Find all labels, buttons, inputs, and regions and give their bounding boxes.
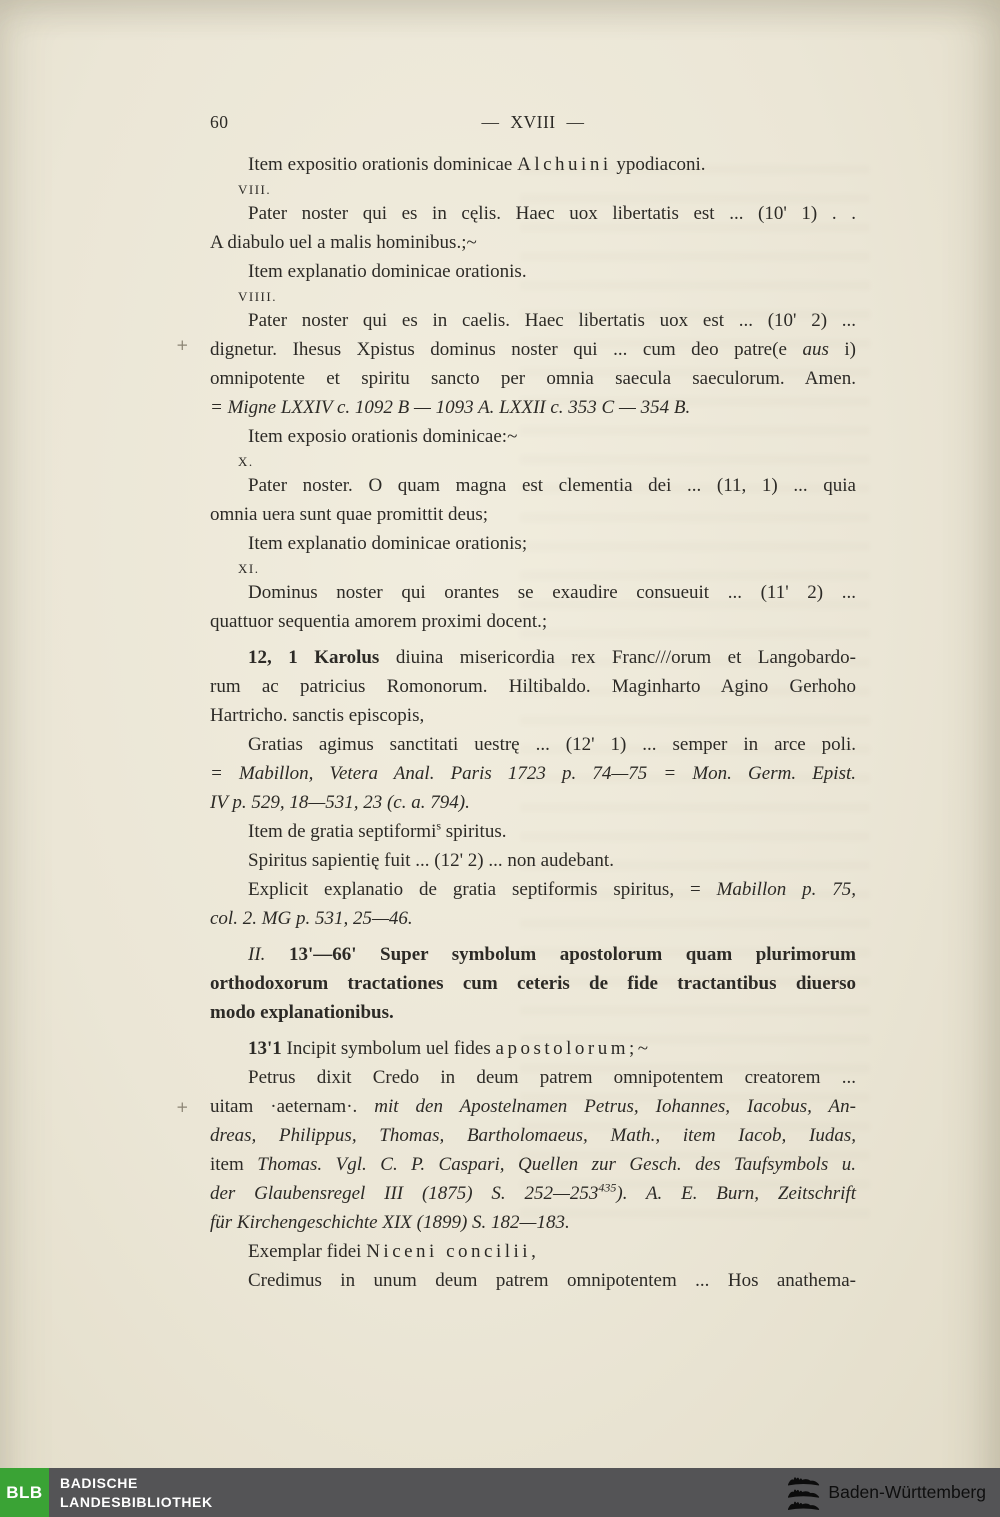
blb-logo: BLB: [0, 1468, 49, 1517]
text-line: Exemplar fidei Niceni concilii,: [248, 1241, 540, 1262]
margin-cross-mark: +: [176, 336, 189, 354]
section-label: X.: [238, 454, 254, 469]
running-head: — XVIII —: [481, 112, 585, 132]
text-line: Dominus noster qui orantes se exaudire consueuit ... (11' 2) ...: [248, 582, 856, 603]
text-block: [210, 150, 856, 1295]
text-line: II. 13'—66' Super symbolum apostolorum quam plurimorum: [248, 944, 856, 965]
text-line: Pater noster qui es in caelis. Haec libertatis uox est ... (10' 2) ...: [248, 310, 856, 331]
text-line: Item expositio orationis dominicae Alchuini ypodiaconi.: [248, 154, 706, 175]
text-line: uitam ·aeternam·. mit den Apostelnamen Petrus, Iohannes, Iacobus, An-: [210, 1096, 856, 1117]
text-line: quattuor sequentia amorem proximi docent.;: [210, 611, 548, 632]
text-line: Hartricho. sanctis episcopis,: [210, 705, 425, 726]
library-name: [60, 1474, 213, 1510]
text-line: Item exposio orationis dominicae:~: [248, 426, 518, 447]
text-line: dreas, Philippus, Thomas, Bartholomaeus, Math., item Iacob, Iudas,: [210, 1125, 856, 1146]
text-line: rum ac patricius Romonorum. Hiltibaldo. Maginharto Agino Gerhoho: [210, 676, 856, 697]
region-name: Baden-Württemberg: [828, 1482, 986, 1502]
library-name-line1: BADISCHE: [60, 1475, 138, 1492]
text-line: modo explanationibus.: [210, 1002, 394, 1023]
text-line: 12, 1 Karolus diuina misericordia rex Franc///orum et Langobardo-: [248, 647, 856, 668]
page-number: 60: [210, 112, 229, 132]
text-line: Item de gratia septiformi$^s$ spiritus.: [248, 818, 507, 842]
page-header-row: [210, 112, 856, 136]
text-line: dignetur. Ihesus Xpistus dominus noster qui ... cum deo patre(e aus i): [210, 339, 856, 360]
text-line: orthodoxorum tractationes cum ceteris de fide tractantibus diuerso: [210, 973, 856, 994]
baden-wuerttemberg-group: [788, 1474, 986, 1512]
section-label: VIIII.: [238, 289, 277, 304]
library-name-line2: LANDESBIBLIOTHEK: [60, 1493, 213, 1510]
text-line: col. 2. MG p. 531, 25—46.: [210, 908, 413, 929]
section-label: XI.: [238, 561, 260, 576]
text-line: Item explanatio dominicae orationis.: [248, 261, 527, 282]
text-line: = Mabillon, Vetera Anal. Paris 1723 p. 74—75 = Mon. Germ. Epist.: [210, 763, 856, 784]
text-line: omnia uera sunt quae promittit deus;: [210, 504, 489, 525]
text-line: omnipotente et spiritu sancto per omnia saecula saeculorum. Amen.: [210, 368, 856, 389]
text-line: für Kirchengeschichte XIX (1899) S. 182—183.: [210, 1212, 570, 1233]
text-line: A diabulo uel a malis hominibus.;~: [210, 232, 477, 253]
text-line: Item explanatio dominicae orationis;: [248, 533, 528, 554]
text-line: Credimus in unum deum patrem omnipotentem ... Hos anathema-: [248, 1270, 856, 1291]
text-line: Pater noster qui es in cęlis. Haec uox libertatis est ... (10' 1) . .: [248, 203, 856, 224]
text-line: Pater noster. O quam magna est clementia dei ... (11, 1) ... quia: [248, 475, 856, 496]
text-line: IV p. 529, 18—531, 23 (c. a. 794).: [210, 792, 470, 813]
text-line: = Migne LXXIV c. 1092 B — 1093 A. LXXII c. 353 C — 354 B.: [210, 397, 691, 418]
text-line: Gratias agimus sanctitati uestrę ... (12' 1) ... semper in arce poli.: [248, 734, 856, 755]
section-label: VIII.: [238, 182, 272, 197]
coat-of-arms-icon: [788, 1474, 820, 1512]
text-line: item Thomas. Vgl. C. P. Caspari, Quellen zur Gesch. des Taufsymbols u.: [210, 1154, 856, 1175]
text-line: 13'1 Incipit symbolum uel fides apostolorum;~: [248, 1038, 652, 1059]
text-line: der Glaubensregel III (1875) S. $252—253^{435}$). A. E. Burn, Zeitschrift: [210, 1180, 856, 1204]
library-footer-bar: [0, 1468, 1000, 1517]
margin-cross-mark: +: [176, 1098, 189, 1116]
text-line: Spiritus sapientię fuit ... (12' 2) ... non audebant.: [248, 850, 614, 871]
text-line: Petrus dixit Credo in deum patrem omnipotentem creatorem ...: [248, 1067, 856, 1088]
text-line: Explicit explanatio de gratia septiformis spiritus, = Mabillon p. 75,: [248, 879, 856, 900]
